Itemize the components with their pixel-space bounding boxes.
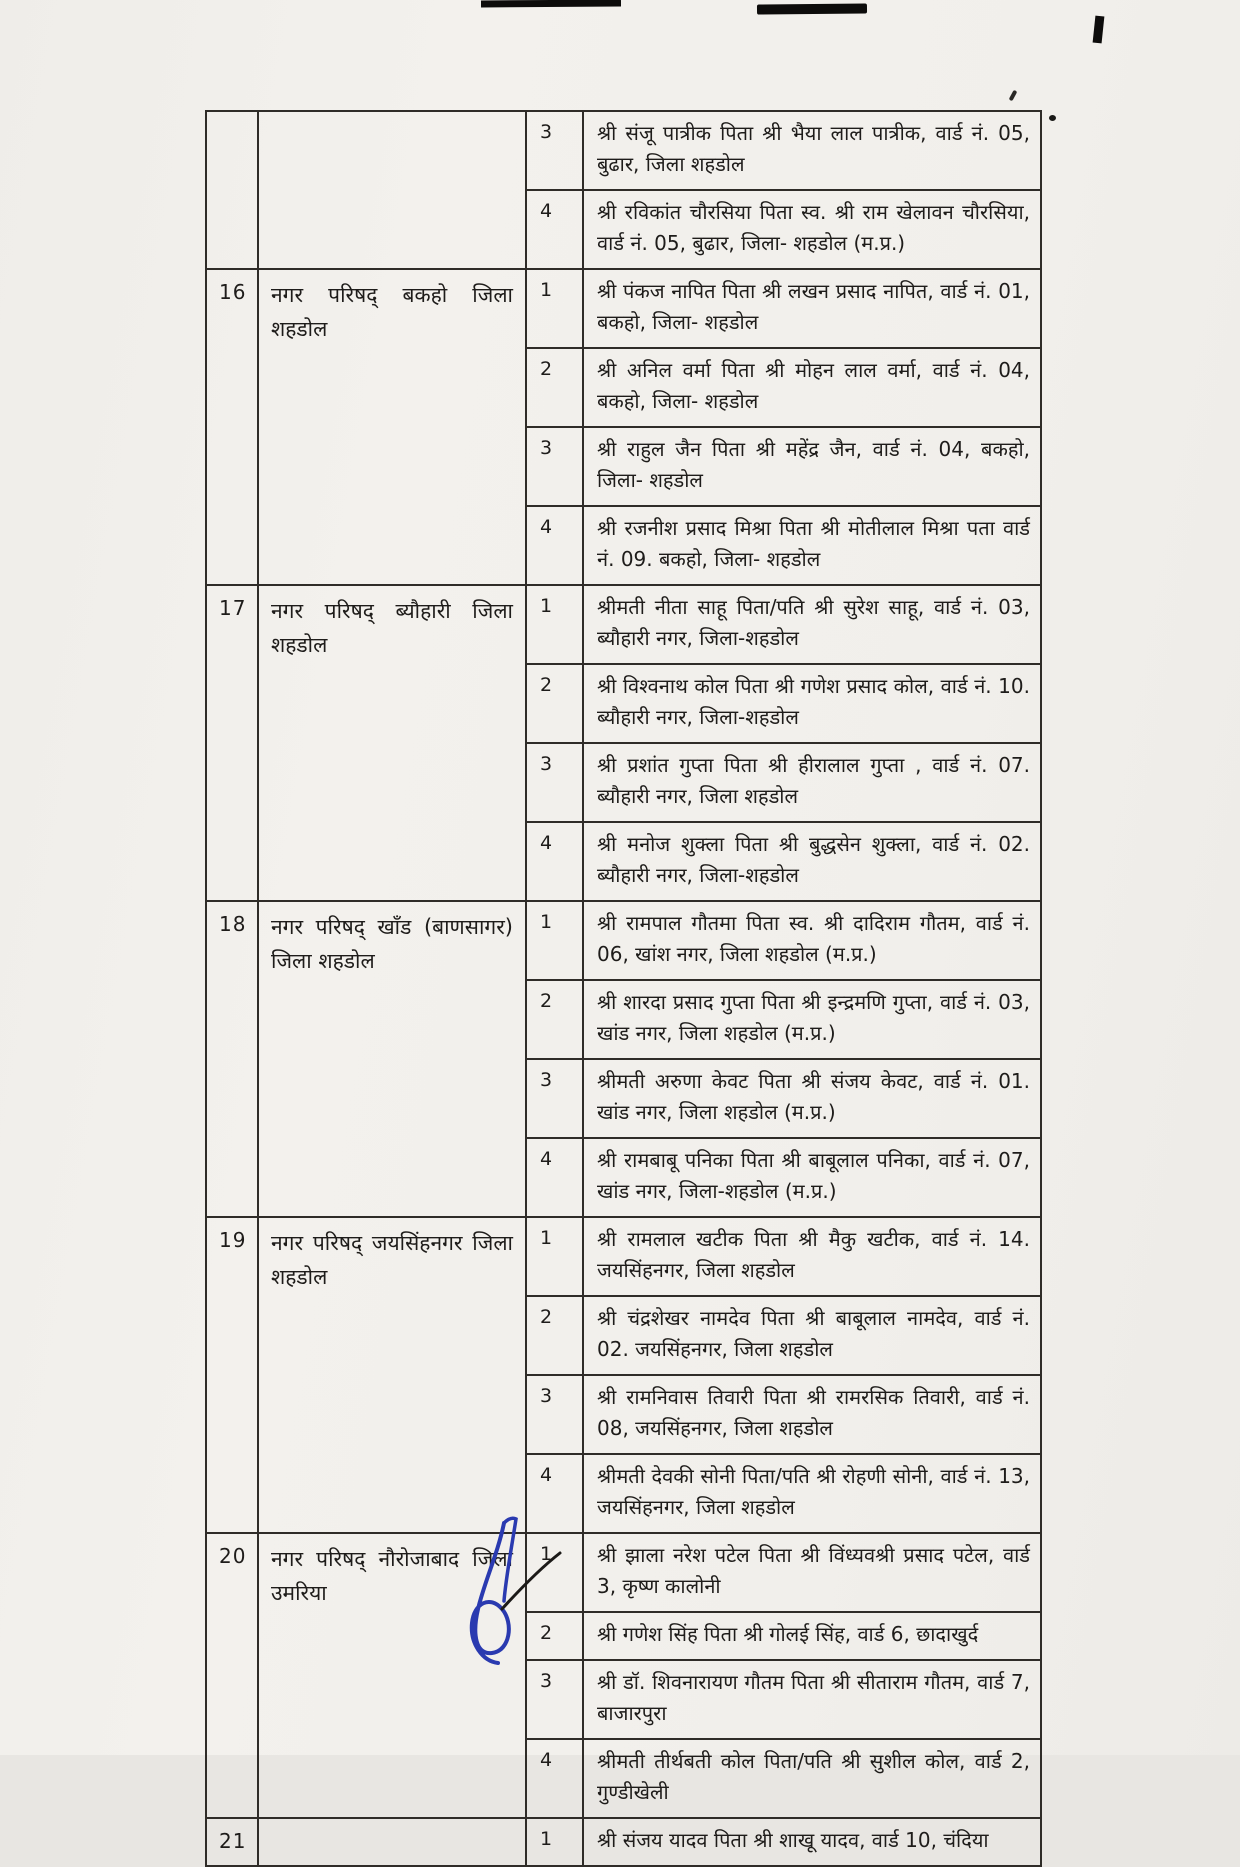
- parishad-name-cell: [258, 1818, 526, 1866]
- member-no-cell: 2: [526, 1612, 583, 1660]
- scan-artifact-dot: [1049, 115, 1056, 121]
- member-no-cell: 4: [526, 506, 583, 585]
- member-detail-cell: श्री रविकांत चौरसिया पिता स्व. श्री राम खेलावन चौरसिया, वार्ड नं. 05, बुढार, जिला- शहडोल (म.प्र.): [583, 190, 1041, 269]
- table-row: [206, 1818, 1041, 1866]
- member-detail-cell: श्रीमती नीता साहू पिता/पति श्री सुरेश साहू, वार्ड नं. 03, ब्यौहारी नगर, जिला-शहडोल: [583, 585, 1041, 664]
- member-detail-cell: श्री पंकज नापित पिता श्री लखन प्रसाद नापित, वार्ड नं. 01, बकहो, जिला- शहडोल: [583, 269, 1041, 348]
- member-no-cell: 1: [526, 1818, 583, 1866]
- parishad-name-cell: नगर परिषद् जयसिंहनगर जिला शहडोल: [258, 1217, 526, 1533]
- member-detail-cell: श्री राहुल जैन पिता श्री महेंद्र जैन, वार्ड नं. 04, बकहो, जिला- शहडोल: [583, 427, 1041, 506]
- member-no-cell: 1: [526, 1217, 583, 1296]
- member-detail-cell: श्री विश्वनाथ कोल पिता श्री गणेश प्रसाद कोल, वार्ड नं. 10. ब्यौहारी नगर, जिला-शहडोल: [583, 664, 1041, 743]
- member-detail-cell: श्री संजू पात्रीक पिता श्री भैया लाल पात्रीक, वार्ड नं. 05, बुढार, जिला शहडोल: [583, 111, 1041, 190]
- parishad-name-cell: नगर परिषद् नौरोजाबाद जिला उमरिया: [258, 1533, 526, 1818]
- member-no-cell: 1: [526, 1533, 583, 1612]
- members-table: [205, 110, 1042, 1867]
- member-no-cell: 4: [526, 1138, 583, 1217]
- scan-artifact-mark: [1093, 16, 1105, 44]
- member-no-cell: 2: [526, 664, 583, 743]
- member-no-cell: 1: [526, 269, 583, 348]
- member-no-cell: 3: [526, 111, 583, 190]
- member-detail-cell: श्री रामपाल गौतमा पिता स्व. श्री दादिराम गौतम, वार्ड नं. 06, खांश नगर, जिला शहडोल (म.प्र.): [583, 901, 1041, 980]
- serial-cell: 19: [206, 1217, 258, 1533]
- parishad-name-cell: नगर परिषद् बकहो जिला शहडोल: [258, 269, 526, 585]
- table-row: [206, 269, 1041, 348]
- member-detail-cell: श्री चंद्रशेखर नामदेव पिता श्री बाबूलाल नामदेव, वार्ड नं. 02. जयसिंहनगर, जिला शहडोल: [583, 1296, 1041, 1375]
- member-detail-cell: श्रीमती अरुणा केवट पिता श्री संजय केवट, वार्ड नं. 01. खांड नगर, जिला शहडोल (म.प्र.): [583, 1059, 1041, 1138]
- member-detail-cell: श्री रजनीश प्रसाद मिश्रा पिता श्री मोतीलाल मिश्रा पता वार्ड नं. 09. बकहो, जिला- शहडोल: [583, 506, 1041, 585]
- member-no-cell: 3: [526, 1375, 583, 1454]
- member-detail-cell: श्री रामबाबू पनिका पिता श्री बाबूलाल पनिका, वार्ड नं. 07, खांड नगर, जिला-शहडोल (म.प्र.): [583, 1138, 1041, 1217]
- member-detail-cell: श्री रामनिवास तिवारी पिता श्री रामरसिक तिवारी, वार्ड नं. 08, जयसिंहनगर, जिला शहडोल: [583, 1375, 1041, 1454]
- member-detail-cell: श्रीमती तीर्थबती कोल पिता/पति श्री सुशील कोल, वार्ड 2, गुण्डीखेली: [583, 1739, 1041, 1818]
- parishad-name-cell: नगर परिषद् ब्यौहारी जिला शहडोल: [258, 585, 526, 901]
- scan-artifact-bar: [757, 3, 867, 14]
- serial-cell: 16: [206, 269, 258, 585]
- member-detail-cell: श्री प्रशांत गुप्ता पिता श्री हीरालाल गुप्ता , वार्ड नं. 07. ब्यौहारी नगर, जिला शहडोल: [583, 743, 1041, 822]
- member-detail-cell: श्री अनिल वर्मा पिता श्री मोहन लाल वर्मा, वार्ड नं. 04, बकहो, जिला- शहडोल: [583, 348, 1041, 427]
- member-detail-cell: श्री रामलाल खटीक पिता श्री मैकु खटीक, वार्ड नं. 14. जयसिंहनगर, जिला शहडोल: [583, 1217, 1041, 1296]
- member-no-cell: 2: [526, 1296, 583, 1375]
- member-detail-cell: श्री डॉ. शिवनारायण गौतम पिता श्री सीताराम गौतम, वार्ड 7, बाजारपुरा: [583, 1660, 1041, 1739]
- member-detail-cell: श्री झाला नरेश पटेल पिता श्री विंध्यवश्री प्रसाद पटेल, वार्ड 3, कृष्ण कालोनी: [583, 1533, 1041, 1612]
- member-no-cell: 3: [526, 427, 583, 506]
- scan-artifact-bar: [481, 0, 621, 7]
- table-row: [206, 585, 1041, 664]
- serial-cell: 21: [206, 1818, 258, 1866]
- parishad-name-cell: [258, 111, 526, 269]
- member-no-cell: 1: [526, 901, 583, 980]
- serial-cell: 18: [206, 901, 258, 1217]
- member-no-cell: 2: [526, 348, 583, 427]
- members-table-body: [206, 111, 1041, 1866]
- parishad-name-cell: नगर परिषद् खाँड (बाणसागर) जिला शहडोल: [258, 901, 526, 1217]
- member-no-cell: 4: [526, 1454, 583, 1533]
- member-detail-cell: श्री संजय यादव पिता श्री शाखू यादव, वार्ड 10, चंदिया: [583, 1818, 1041, 1866]
- member-detail-cell: श्री शारदा प्रसाद गुप्ता पिता श्री इन्द्रमणि गुप्ता, वार्ड नं. 03, खांड नगर, जिला शहडोल (म.प्र.): [583, 980, 1041, 1059]
- member-no-cell: 3: [526, 1660, 583, 1739]
- member-no-cell: 2: [526, 980, 583, 1059]
- serial-cell: 17: [206, 585, 258, 901]
- table-row: [206, 1533, 1041, 1612]
- member-no-cell: 3: [526, 1059, 583, 1138]
- serial-cell: 20: [206, 1533, 258, 1818]
- serial-cell: [206, 111, 258, 269]
- scan-artifact-mark: [1009, 90, 1018, 102]
- member-detail-cell: श्रीमती देवकी सोनी पिता/पति श्री रोहणी सोनी, वार्ड नं. 13, जयसिंहनगर, जिला शहडोल: [583, 1454, 1041, 1533]
- member-no-cell: 1: [526, 585, 583, 664]
- member-no-cell: 4: [526, 1739, 583, 1818]
- table-row: [206, 111, 1041, 190]
- member-no-cell: 4: [526, 190, 583, 269]
- table-row: [206, 1217, 1041, 1296]
- member-detail-cell: श्री गणेश सिंह पिता श्री गोलई सिंह, वार्ड 6, छादाखुर्द: [583, 1612, 1041, 1660]
- member-detail-cell: श्री मनोज शुक्ला पिता श्री बुद्धसेन शुक्ला, वार्ड नं. 02. ब्यौहारी नगर, जिला-शहडोल: [583, 822, 1041, 901]
- table-row: [206, 901, 1041, 980]
- member-no-cell: 4: [526, 822, 583, 901]
- member-no-cell: 3: [526, 743, 583, 822]
